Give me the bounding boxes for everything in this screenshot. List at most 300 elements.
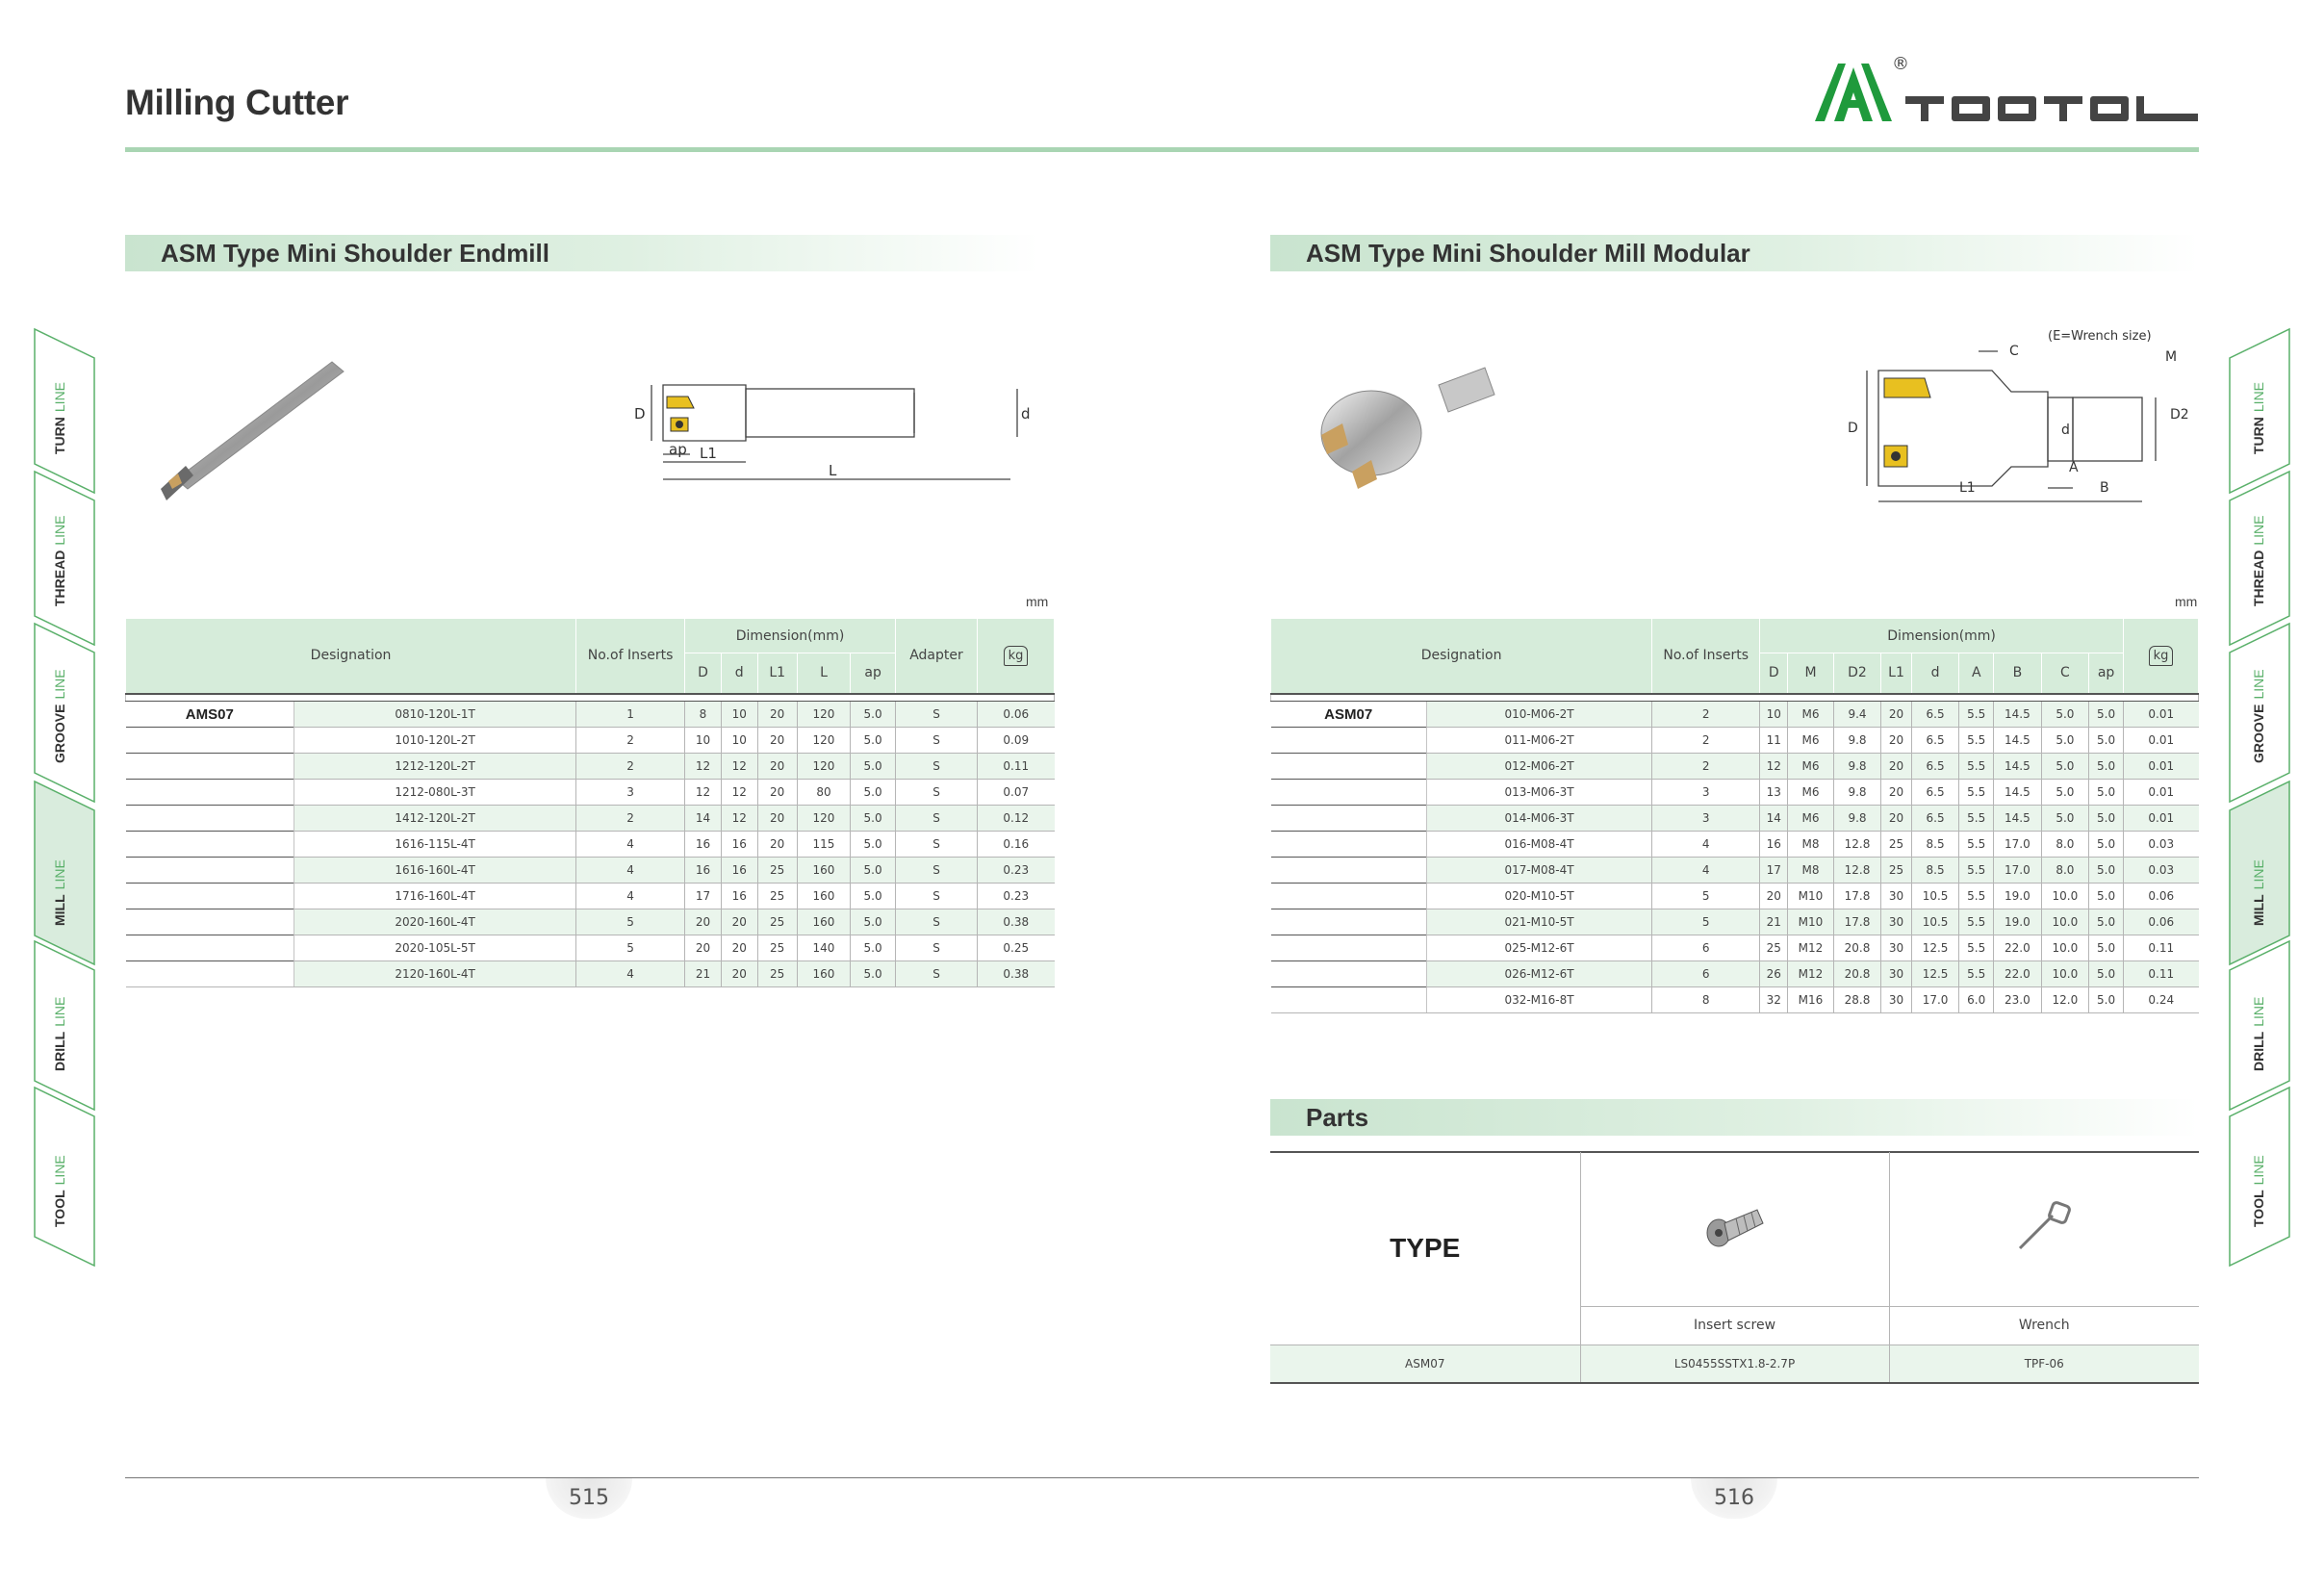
side-tab-label xyxy=(52,516,67,606)
table-cell: 5.0 xyxy=(2041,780,2088,806)
table-cell: 16 xyxy=(721,832,757,858)
table-cell: 19.0 xyxy=(1994,884,2041,909)
side-tab-label xyxy=(52,1155,67,1227)
designation-cell: 1010-120L-2T xyxy=(294,728,576,754)
header-dim-d: d xyxy=(1911,653,1958,694)
table-cell: S xyxy=(896,884,978,909)
series-cell xyxy=(126,909,294,935)
table-cell: 6.5 xyxy=(1911,754,1958,780)
table-row xyxy=(1271,987,2199,1013)
table-cell: 10.0 xyxy=(2041,909,2088,935)
table-cell: 10 xyxy=(685,728,722,754)
designation-cell: 020-M10-5T xyxy=(1426,884,1651,909)
table-cell: S xyxy=(896,780,978,806)
designation-cell: 025-M12-6T xyxy=(1426,935,1651,961)
table-cell: 16 xyxy=(685,858,722,884)
table-row xyxy=(126,728,1055,754)
table-cell: 25 xyxy=(1760,935,1788,961)
insert-screw-icon xyxy=(1701,1198,1769,1256)
header-designation: Designation xyxy=(1271,619,1652,694)
table-cell: S xyxy=(896,858,978,884)
table-cell: 5.5 xyxy=(1959,806,1994,832)
table-cell: 0.01 xyxy=(2124,806,2199,832)
table-cell: S xyxy=(896,909,978,935)
table-cell: 0.11 xyxy=(978,754,1055,780)
designation-cell: 0810-120L-1T xyxy=(294,702,576,728)
table-cell: 5.0 xyxy=(851,935,896,961)
table-row xyxy=(126,935,1055,961)
side-tab-suffix: LINE xyxy=(2251,1155,2266,1186)
table-cell: 120 xyxy=(797,728,850,754)
section-bar-parts xyxy=(1270,1099,2199,1136)
series-cell xyxy=(126,806,294,832)
table-cell: M6 xyxy=(1788,728,1834,754)
table-cell: 14.5 xyxy=(1994,728,2041,754)
table-cell: 20 xyxy=(757,754,797,780)
side-tab-thread[interactable] xyxy=(31,472,98,626)
table-cell: 5.0 xyxy=(851,754,896,780)
table-row xyxy=(126,806,1055,832)
designation-cell: 010-M06-2T xyxy=(1426,702,1651,728)
table-row xyxy=(1271,780,2199,806)
series-cell xyxy=(1271,728,1427,754)
table-cell: 0.38 xyxy=(978,909,1055,935)
table-cell: S xyxy=(896,806,978,832)
table-cell: 20 xyxy=(757,780,797,806)
table-cell: 0.23 xyxy=(978,858,1055,884)
table-cell: 20 xyxy=(721,909,757,935)
table-cell: 20 xyxy=(757,728,797,754)
table-cell: M12 xyxy=(1788,961,1834,987)
side-tab-main: TOOL xyxy=(52,1190,67,1227)
table-cell: S xyxy=(896,961,978,987)
table-cell: 12.8 xyxy=(1833,858,1880,884)
table-cell: 6.5 xyxy=(1911,806,1958,832)
table-cell: 6.0 xyxy=(1959,987,1994,1013)
table-cell: 5.5 xyxy=(1959,728,1994,754)
table-cell: 0.12 xyxy=(978,806,1055,832)
table-cell: 12 xyxy=(721,806,757,832)
table-cell: 160 xyxy=(797,884,850,909)
endmill-drawing xyxy=(630,375,1039,491)
dim-label-A: A xyxy=(2069,460,2079,475)
table-cell: 20 xyxy=(757,702,797,728)
side-tab-main: TURN xyxy=(2251,417,2266,454)
series-cell xyxy=(126,961,294,987)
designation-cell: 032-M16-8T xyxy=(1426,987,1651,1013)
series-cell xyxy=(126,754,294,780)
series-cell xyxy=(1271,780,1427,806)
side-tab-suffix: LINE xyxy=(52,996,67,1027)
parts-type-label: TYPE xyxy=(1270,1152,1580,1345)
side-tab-mill[interactable] xyxy=(31,781,98,945)
side-tab-suffix: LINE xyxy=(2251,381,2266,413)
designation-cell: 012-M06-2T xyxy=(1426,754,1651,780)
header-designation: Designation xyxy=(126,619,576,694)
header-dim-c: C xyxy=(2041,653,2088,694)
table-cell: 30 xyxy=(1881,909,1912,935)
designation-cell: 021-M10-5T xyxy=(1426,909,1651,935)
table-cell: 5.0 xyxy=(2089,780,2124,806)
dim-label-L: L xyxy=(829,462,837,479)
dim-label-C: C xyxy=(2009,344,2019,359)
table-cell: 30 xyxy=(1881,884,1912,909)
side-tab-suffix: LINE xyxy=(2251,996,2266,1027)
table-cell: 5.0 xyxy=(2089,961,2124,987)
series-cell xyxy=(126,884,294,909)
table-row xyxy=(1271,935,2199,961)
side-tab-main: MILL xyxy=(2251,894,2266,926)
table-cell: 5.5 xyxy=(1959,961,1994,987)
table-cell: 4 xyxy=(1652,858,1760,884)
table-cell: 0.06 xyxy=(2124,909,2199,935)
table-cell: 14.5 xyxy=(1994,702,2041,728)
table-cell: 5.0 xyxy=(851,780,896,806)
side-tab-suffix: LINE xyxy=(52,859,67,890)
table-row xyxy=(1271,754,2199,780)
table-cell: 5.0 xyxy=(2041,728,2088,754)
side-tab-suffix: LINE xyxy=(52,381,67,413)
series-cell xyxy=(126,858,294,884)
table-cell: 8 xyxy=(685,702,722,728)
table-cell: 20 xyxy=(1881,702,1912,728)
series-cell xyxy=(1271,909,1427,935)
designation-cell: 1716-160L-4T xyxy=(294,884,576,909)
table-row xyxy=(126,858,1055,884)
table-cell: 12 xyxy=(721,780,757,806)
series-cell xyxy=(126,780,294,806)
table-cell: 10.0 xyxy=(2041,935,2088,961)
table-cell: 0.11 xyxy=(2124,935,2199,961)
table-cell: 9.8 xyxy=(1833,780,1880,806)
table-cell: 21 xyxy=(685,961,722,987)
table-cell: 2 xyxy=(1652,702,1760,728)
header-dim-ap: ap xyxy=(2089,653,2124,694)
table-cell: 10.0 xyxy=(2041,884,2088,909)
table-cell: 3 xyxy=(1652,806,1760,832)
table-cell: M6 xyxy=(1788,754,1834,780)
designation-cell: 014-M06-3T xyxy=(1426,806,1651,832)
table-cell: 9.8 xyxy=(1833,806,1880,832)
designation-cell: 013-M06-3T xyxy=(1426,780,1651,806)
table-cell: 0.24 xyxy=(2124,987,2199,1013)
table-cell: 20 xyxy=(721,935,757,961)
table-cell: 0.25 xyxy=(978,935,1055,961)
header-dim-l: L xyxy=(797,653,850,694)
unit-label-right: mm xyxy=(2175,594,2198,609)
table-cell: 4 xyxy=(576,858,685,884)
parts-row-screw: LS0455SSTX1.8-2.7P xyxy=(1580,1345,1889,1383)
table-row xyxy=(1271,806,2199,832)
side-tab-main: DRILL xyxy=(2251,1031,2266,1071)
table-cell: 12.0 xyxy=(2041,987,2088,1013)
side-tab-mill[interactable] xyxy=(2226,781,2293,945)
header-dimension: Dimension(mm) xyxy=(1760,619,2124,653)
table-cell: 12.5 xyxy=(1911,935,1958,961)
table-cell: 5.0 xyxy=(2089,909,2124,935)
table-cell: 16 xyxy=(1760,832,1788,858)
series-cell xyxy=(1271,884,1427,909)
table-cell: 20.8 xyxy=(1833,935,1880,961)
table-cell: 5.5 xyxy=(1959,909,1994,935)
table-cell: 0.23 xyxy=(978,884,1055,909)
side-tab-suffix: LINE xyxy=(52,515,67,546)
table-cell: 2 xyxy=(1652,728,1760,754)
series-cell xyxy=(1271,806,1427,832)
table-cell: 9.4 xyxy=(1833,702,1880,728)
table-cell: 25 xyxy=(757,935,797,961)
table-cell: 6.5 xyxy=(1911,702,1958,728)
table-row xyxy=(126,961,1055,987)
series-cell xyxy=(1271,961,1427,987)
table-cell: 6.5 xyxy=(1911,780,1958,806)
table-cell: 0.01 xyxy=(2124,754,2199,780)
table-cell: 20 xyxy=(1881,728,1912,754)
table-row xyxy=(126,780,1055,806)
header-dim-l1: L1 xyxy=(757,653,797,694)
table-cell: 5 xyxy=(576,935,685,961)
parts-col-insert-screw: Insert screw xyxy=(1580,1306,1889,1345)
unit-label-left: mm xyxy=(1026,594,1049,609)
table-cell: 10.0 xyxy=(2041,961,2088,987)
side-tab-suffix: LINE xyxy=(2251,515,2266,546)
table-cell: 5.0 xyxy=(851,909,896,935)
table-cell: 30 xyxy=(1881,987,1912,1013)
table-cell: 5 xyxy=(1652,909,1760,935)
side-tab-label xyxy=(52,382,67,454)
table-cell: 22.0 xyxy=(1994,961,2041,987)
designation-cell: 017-M08-4T xyxy=(1426,858,1651,884)
header-weight xyxy=(978,619,1055,694)
table-cell: 5.0 xyxy=(2089,806,2124,832)
side-tab-main: GROOVE xyxy=(2251,704,2266,763)
wrench-cell xyxy=(1889,1152,2199,1306)
page-number-left: 515 xyxy=(546,1478,632,1519)
table-cell: 20 xyxy=(721,961,757,987)
table-cell: 5.0 xyxy=(851,832,896,858)
table-cell: 17.0 xyxy=(1911,987,1958,1013)
header-dim-d: d xyxy=(721,653,757,694)
table-cell: 10 xyxy=(1760,702,1788,728)
header-dim-d2: D2 xyxy=(1833,653,1880,694)
side-tab-label xyxy=(52,859,67,926)
table-cell: S xyxy=(896,754,978,780)
side-tab-tool[interactable] xyxy=(2226,1088,2293,1246)
endmill-spec-table xyxy=(125,618,1055,987)
parts-table xyxy=(1270,1152,2199,1384)
table-cell: 0.01 xyxy=(2124,702,2199,728)
table-cell: 11 xyxy=(1760,728,1788,754)
section-title-parts: Parts xyxy=(1306,1103,1369,1132)
table-cell: 25 xyxy=(757,909,797,935)
table-cell: 8.5 xyxy=(1911,858,1958,884)
dim-label-ap: ap xyxy=(669,441,687,458)
table-cell: 6 xyxy=(1652,935,1760,961)
table-cell: 5.0 xyxy=(2089,728,2124,754)
header-inserts: No.of Inserts xyxy=(576,619,685,694)
table-cell: 10 xyxy=(721,728,757,754)
table-cell: 20 xyxy=(685,909,722,935)
dim-label-L1: L1 xyxy=(700,445,717,462)
table-cell: 5.0 xyxy=(851,858,896,884)
side-tab-suffix: LINE xyxy=(2251,859,2266,890)
table-row xyxy=(126,754,1055,780)
table-cell: 9.8 xyxy=(1833,728,1880,754)
table-row xyxy=(1271,909,2199,935)
designation-cell: 1212-120L-2T xyxy=(294,754,576,780)
designation-cell: 016-M08-4T xyxy=(1426,832,1651,858)
side-tab-suffix: LINE xyxy=(2251,669,2266,700)
table-cell: 20 xyxy=(757,806,797,832)
table-cell: 17 xyxy=(685,884,722,909)
table-cell: 2 xyxy=(576,728,685,754)
table-row xyxy=(1271,884,2199,909)
table-cell: 32 xyxy=(1760,987,1788,1013)
table-row xyxy=(1271,961,2199,987)
header-dim-ap: ap xyxy=(851,653,896,694)
table-cell: 10.5 xyxy=(1911,909,1958,935)
side-tab-suffix: LINE xyxy=(52,669,67,700)
table-cell: 0.38 xyxy=(978,961,1055,987)
table-cell: 16 xyxy=(685,832,722,858)
designation-cell: 026-M12-6T xyxy=(1426,961,1651,987)
table-cell: 6.5 xyxy=(1911,728,1958,754)
side-tab-label xyxy=(2251,382,2266,454)
table-cell: 0.03 xyxy=(2124,832,2199,858)
table-cell: 10.5 xyxy=(1911,884,1958,909)
table-cell: 21 xyxy=(1760,909,1788,935)
section-title-endmill: ASM Type Mini Shoulder Endmill xyxy=(161,239,549,268)
table-cell: 115 xyxy=(797,832,850,858)
designation-cell: 1412-120L-2T xyxy=(294,806,576,832)
designation-cell: 1212-080L-3T xyxy=(294,780,576,806)
table-cell: 9.8 xyxy=(1833,754,1880,780)
designation-cell: 011-M06-2T xyxy=(1426,728,1651,754)
header-dim-a: A xyxy=(1959,653,1994,694)
table-cell: 5.0 xyxy=(2089,702,2124,728)
side-tab-label xyxy=(2251,1155,2266,1227)
table-cell: 20 xyxy=(1881,780,1912,806)
header-dim-m: M xyxy=(1788,653,1834,694)
dim-label-L1: L1 xyxy=(1959,480,1976,496)
header-dim-b: B xyxy=(1994,653,2041,694)
table-cell: 5 xyxy=(576,909,685,935)
table-cell: S xyxy=(896,728,978,754)
table-cell: 3 xyxy=(1652,780,1760,806)
table-cell: 5.0 xyxy=(2089,832,2124,858)
table-cell: 5.0 xyxy=(2089,754,2124,780)
series-cell: AMS07 xyxy=(126,702,294,728)
table-cell: 160 xyxy=(797,909,850,935)
parts-row-type: ASM07 xyxy=(1270,1345,1580,1383)
side-tab-label xyxy=(2251,859,2266,926)
parts-col-wrench: Wrench xyxy=(1889,1306,2199,1345)
table-cell: 20 xyxy=(757,832,797,858)
side-tab-main: THREAD xyxy=(52,550,67,606)
dim-label-B: B xyxy=(2100,480,2109,496)
table-cell: 12 xyxy=(685,780,722,806)
table-cell: 14.5 xyxy=(1994,806,2041,832)
table-cell: S xyxy=(896,832,978,858)
table-cell: 30 xyxy=(1881,935,1912,961)
table-cell: 12 xyxy=(721,754,757,780)
table-cell: 0.11 xyxy=(2124,961,2199,987)
table-cell: 8.0 xyxy=(2041,832,2088,858)
modular-mill-photo xyxy=(1314,366,1496,500)
series-cell xyxy=(1271,987,1427,1013)
side-tab-thread[interactable] xyxy=(2226,472,2293,626)
side-tab-main: MILL xyxy=(52,894,67,926)
side-tab-suffix: LINE xyxy=(52,1155,67,1186)
footer-rule xyxy=(125,1477,2199,1478)
table-cell: M10 xyxy=(1788,909,1834,935)
table-cell: 120 xyxy=(797,754,850,780)
table-cell: 160 xyxy=(797,858,850,884)
table-cell: 0.07 xyxy=(978,780,1055,806)
table-cell: 5.0 xyxy=(851,806,896,832)
table-cell: 6 xyxy=(1652,961,1760,987)
weight-icon: kg xyxy=(1004,646,1029,666)
table-cell: 25 xyxy=(757,884,797,909)
table-cell: 120 xyxy=(797,702,850,728)
table-row xyxy=(126,832,1055,858)
table-cell: 5.5 xyxy=(1959,780,1994,806)
side-tab-groove[interactable] xyxy=(31,624,98,782)
side-tab-main: THREAD xyxy=(2251,550,2266,606)
side-tab-label xyxy=(52,669,67,763)
table-cell: 8.5 xyxy=(1911,832,1958,858)
series-cell: ASM07 xyxy=(1271,702,1427,728)
section-bar-endmill xyxy=(125,235,1039,271)
side-tab-main: GROOVE xyxy=(52,704,67,763)
designation-cell: 1616-160L-4T xyxy=(294,858,576,884)
table-cell: 22.0 xyxy=(1994,935,2041,961)
table-row xyxy=(1271,702,2199,728)
insert-screw-cell xyxy=(1580,1152,1889,1306)
table-cell: 10 xyxy=(721,702,757,728)
table-cell: 5.0 xyxy=(2089,858,2124,884)
weight-icon: kg xyxy=(2149,646,2174,666)
table-cell: 0.01 xyxy=(2124,728,2199,754)
series-cell xyxy=(126,935,294,961)
header-dimension: Dimension(mm) xyxy=(685,619,896,653)
table-cell: 0.06 xyxy=(2124,884,2199,909)
series-cell xyxy=(126,832,294,858)
table-cell: 2 xyxy=(576,754,685,780)
table-cell: 5.5 xyxy=(1959,754,1994,780)
table-cell: 0.16 xyxy=(978,832,1055,858)
header-dim-d: D xyxy=(685,653,722,694)
side-tab-groove[interactable] xyxy=(2226,624,2293,782)
registered-mark: ® xyxy=(1892,54,1909,74)
tootool-logo xyxy=(1809,54,2204,141)
table-cell: 13 xyxy=(1760,780,1788,806)
table-cell: 5.5 xyxy=(1959,935,1994,961)
dim-label-D: D xyxy=(1848,421,1858,436)
table-cell: 0.01 xyxy=(2124,780,2199,806)
table-cell: M8 xyxy=(1788,858,1834,884)
table-cell: 17 xyxy=(1760,858,1788,884)
table-cell: 160 xyxy=(797,961,850,987)
table-cell: 1 xyxy=(576,702,685,728)
table-cell: 12.5 xyxy=(1911,961,1958,987)
section-bar-modular xyxy=(1270,235,2199,271)
table-cell: 20 xyxy=(1881,754,1912,780)
side-tab-tool[interactable] xyxy=(31,1088,98,1246)
table-cell: 5.5 xyxy=(1959,884,1994,909)
table-cell: 30 xyxy=(1881,961,1912,987)
table-cell: 2 xyxy=(576,806,685,832)
